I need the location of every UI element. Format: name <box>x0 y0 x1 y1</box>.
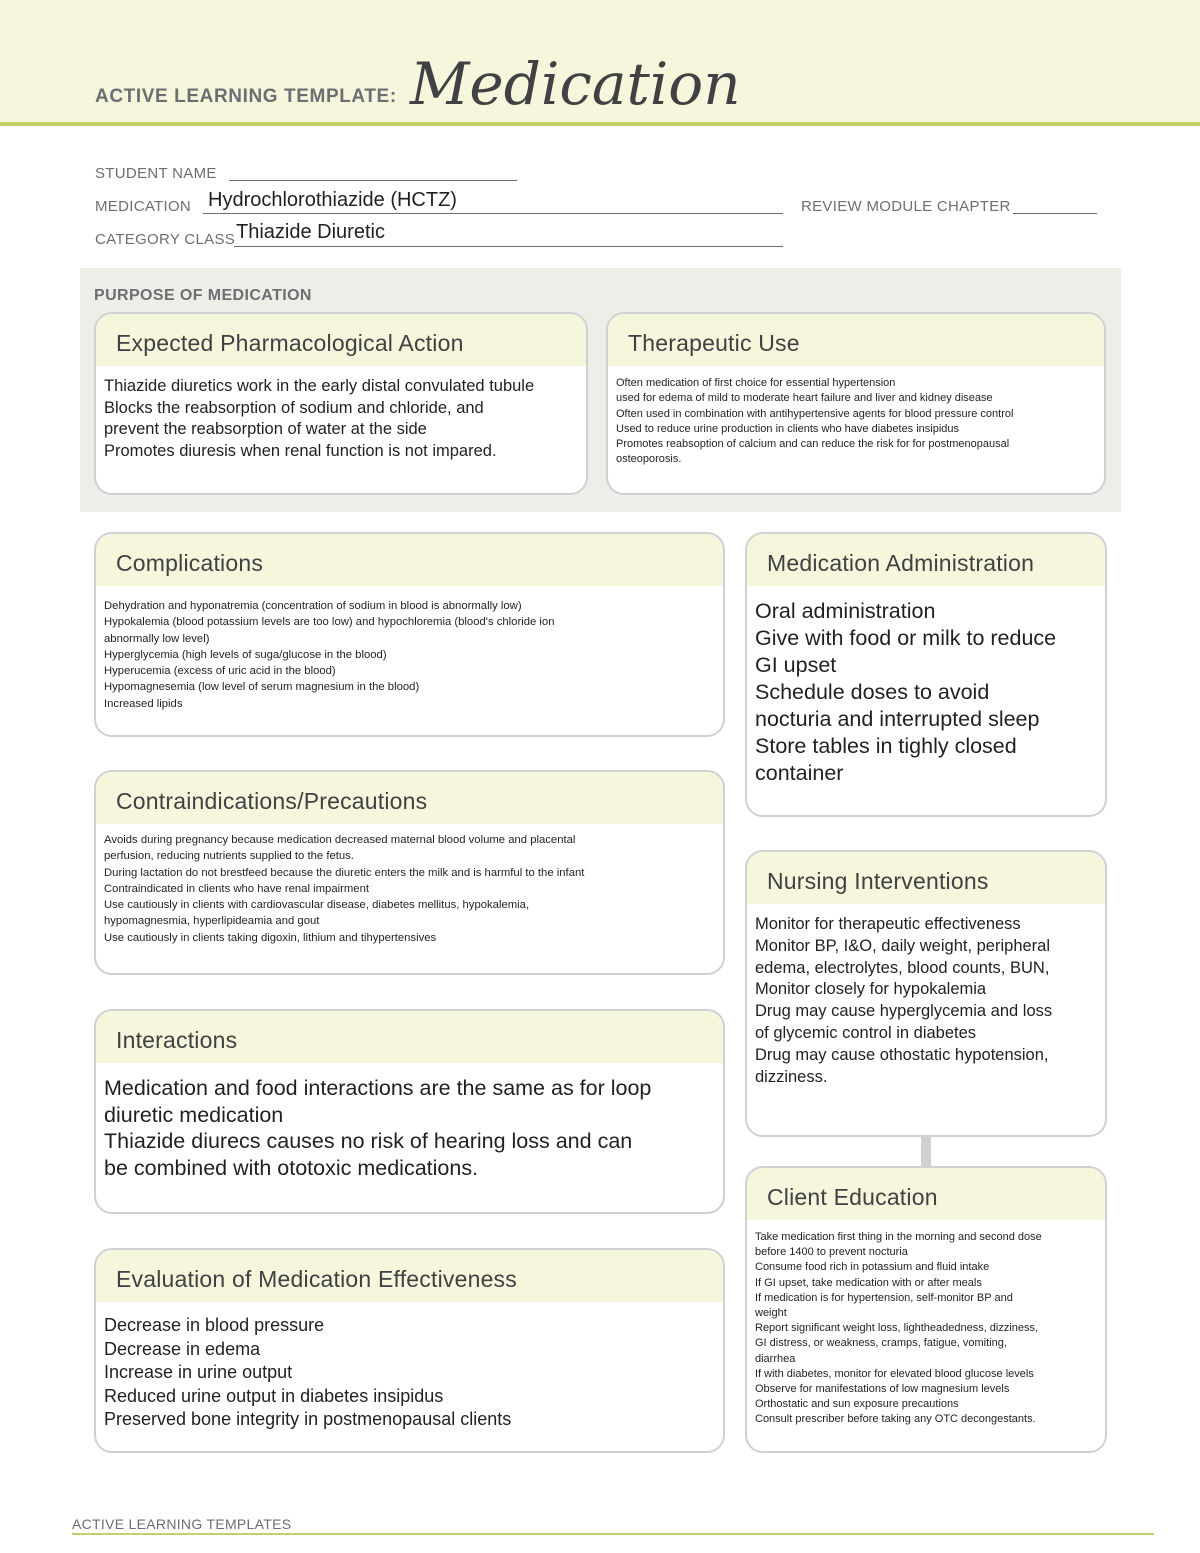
administration-line: Schedule doses to avoid <box>755 680 990 704</box>
evaluation-line: Increase in urine output <box>104 1362 293 1383</box>
complications-line: Hyperucemia (excess of uric acid in the blood) <box>104 665 336 678</box>
contraindications-line: Use cautiously in clients with cardiovascular disease, diabetes mellitus, hypokalemia, <box>104 899 530 912</box>
nursing-interventions-card <box>745 850 1107 1137</box>
contraindications-line: perfusion, reducing nutrients supplied to the fetus. <box>104 850 354 863</box>
review-module-field[interactable] <box>1013 213 1097 214</box>
administration-line: nocturia and interrupted sleep <box>755 707 1040 731</box>
client-education-line: Take medication first thing in the morning and second dose <box>755 1231 1042 1243</box>
complications-line: Hyperglycemia (high levels of suga/glucose in the blood) <box>104 648 387 661</box>
client-education-line: weight <box>755 1307 787 1320</box>
purpose-title: PURPOSE OF MEDICATION <box>94 287 312 304</box>
therapeutic-use-line: Promotes reabsoption of calcium and can reduce the risk for for postmenopausal <box>616 438 1010 451</box>
category-class-label: CATEGORY CLASS <box>95 231 236 248</box>
interactions-line: be combined with ototoxic medications. <box>104 1155 479 1180</box>
expected-action-line: Promotes diuresis when renal function is not impared. <box>104 441 497 460</box>
client-education-line: Consume food rich in potassium and fluid intake <box>755 1261 990 1274</box>
nursing-line: of glycemic control in diabetes <box>755 1023 977 1042</box>
medication-value: Hydrochlorothiazide (HCTZ) <box>208 189 457 211</box>
contraindications-line: Contraindicated in clients who have renal impairment <box>104 882 369 895</box>
footer-divider <box>72 1533 1154 1535</box>
complications-card <box>94 532 725 737</box>
expected-action-line: Blocks the reabsorption of sodium and chloride, and <box>104 398 484 417</box>
student-name-field[interactable] <box>229 180 517 181</box>
client-education-title: Client Education <box>747 1168 1105 1220</box>
evaluation-line: Decrease in edema <box>104 1338 261 1359</box>
student-name-label: STUDENT NAME <box>95 165 217 182</box>
contraindications-line: Use cautiously in clients taking digoxin, lithium and tihypertensives <box>104 931 437 944</box>
footer-label: ACTIVE LEARNING TEMPLATES <box>72 1516 292 1532</box>
contraindications-line: Avoids during pregnancy because medication decreased maternal blood volume and placental <box>104 834 576 846</box>
medication-administration-title: Medication Administration <box>747 534 1105 586</box>
card-connector <box>921 1136 931 1166</box>
therapeutic-use-line: Often used in combination with antihypertensive agents for blood pressure control <box>616 407 1014 420</box>
category-class-field[interactable] <box>234 246 783 247</box>
medication-field[interactable] <box>203 213 783 214</box>
nursing-line: edema, electrolytes, blood counts, BUN, <box>755 958 1050 977</box>
contraindications-line: During lactation do not brestfeed because the diuretic enters the milk and is harmful to the infant <box>104 866 585 879</box>
therapeutic-use-line: osteoporosis. <box>616 453 682 466</box>
interactions-line: Medication and food interactions are the same as for loop <box>104 1076 652 1100</box>
nursing-line: Drug may cause othostatic hypotension, <box>755 1045 1049 1064</box>
complications-line: Increased lipids <box>104 697 183 710</box>
administration-line: Store tables in tighly closed <box>755 734 1017 758</box>
administration-line: container <box>755 761 844 785</box>
page-title: Medication <box>410 50 741 118</box>
client-education-line: Report significant weight loss, lightheadedness, dizziness, <box>755 1322 1039 1335</box>
therapeutic-use-title: Therapeutic Use <box>608 314 1104 366</box>
nursing-line: Monitor closely for hypokalemia <box>755 980 987 999</box>
administration-line: Oral administration <box>755 599 936 623</box>
contraindications-card <box>94 770 725 975</box>
complications-line: Hypomagnesemia (low level of serum magnesium in the blood) <box>104 681 420 694</box>
evaluation-title: Evaluation of Medication Effectiveness <box>96 1250 723 1302</box>
administration-line: Give with food or milk to reduce <box>755 626 1057 650</box>
complications-line: Dehydration and hyponatremia (concentration of sodium in blood is abnormally low) <box>104 600 522 612</box>
client-education-line: diarrhea <box>755 1352 796 1365</box>
nursing-interventions-title: Nursing Interventions <box>747 852 1105 904</box>
contraindications-title: Contraindications/Precautions <box>96 772 723 824</box>
administration-line: GI upset <box>755 653 837 677</box>
client-education-line: before 1400 to prevent nocturia <box>755 1246 908 1259</box>
therapeutic-use-card <box>606 312 1106 495</box>
evaluation-line: Preserved bone integrity in postmenopausal clients <box>104 1409 512 1430</box>
interactions-line: diuretic medication <box>104 1102 284 1127</box>
category-class-value: Thiazide Diuretic <box>236 221 385 243</box>
therapeutic-use-line: used for edema of mild to moderate heart failure and liver and kidney disease <box>616 392 993 405</box>
evaluation-card <box>94 1248 725 1453</box>
contraindications-line: hypomagnesmia, hyperlipideamia and gout <box>104 915 320 928</box>
nursing-line: Monitor BP, I&O, daily weight, peripheral <box>755 936 1051 955</box>
interactions-line: Thiazide diurecs causes no risk of hearing loss and can <box>104 1129 633 1153</box>
expected-action-line: Thiazide diuretics work in the early distal convulated tubule <box>104 377 535 395</box>
complications-line: Hypokalemia (blood potassium levels are too low) and hypochloremia (blood's chloride ion <box>104 616 555 629</box>
header-divider <box>0 122 1200 126</box>
medication-label: MEDICATION <box>95 198 192 215</box>
complications-line: abnormally low level) <box>104 632 210 645</box>
expected-action-title: Expected Pharmacological Action <box>96 314 586 366</box>
client-education-line: If GI upset, take medication with or after meals <box>755 1276 982 1289</box>
interactions-title: Interactions <box>96 1011 723 1063</box>
medication-administration-card <box>745 532 1107 817</box>
template-label: ACTIVE LEARNING TEMPLATE: <box>95 86 397 107</box>
therapeutic-use-line: Often medication of first choice for essential hypertension <box>616 377 896 389</box>
nursing-line: Monitor for therapeutic effectiveness <box>755 915 1021 933</box>
interactions-card <box>94 1009 725 1214</box>
complications-title: Complications <box>96 534 723 586</box>
evaluation-line: Reduced urine output in diabetes insipidus <box>104 1385 444 1406</box>
therapeutic-use-line: Used to reduce urine production in clients who have diabetes insipidus <box>616 422 960 435</box>
expected-action-card <box>94 312 588 495</box>
client-education-line: If with diabetes, monitor for elevated blood glucose levels <box>755 1367 1034 1380</box>
client-education-line: Observe for manifestations of low magnesium levels <box>755 1383 1010 1396</box>
client-education-card <box>745 1166 1107 1453</box>
expected-action-line: prevent the reabsorption of water at the side <box>104 420 427 438</box>
evaluation-line: Decrease in blood pressure <box>104 1315 325 1335</box>
review-module-label: REVIEW MODULE CHAPTER <box>801 198 1011 215</box>
nursing-line: Drug may cause hyperglycemia and loss <box>755 1002 1053 1021</box>
client-education-line: If medication is for hypertension, self-monitor BP and <box>755 1291 1013 1304</box>
client-education-line: Consult prescriber before taking any OTC decongestants. <box>755 1413 1036 1426</box>
client-education-line: GI distress, or weakness, cramps, fatigue, vomiting, <box>755 1337 1007 1350</box>
nursing-line: dizziness. <box>755 1067 828 1086</box>
client-education-line: Orthostatic and sun exposure precautions <box>755 1398 959 1411</box>
